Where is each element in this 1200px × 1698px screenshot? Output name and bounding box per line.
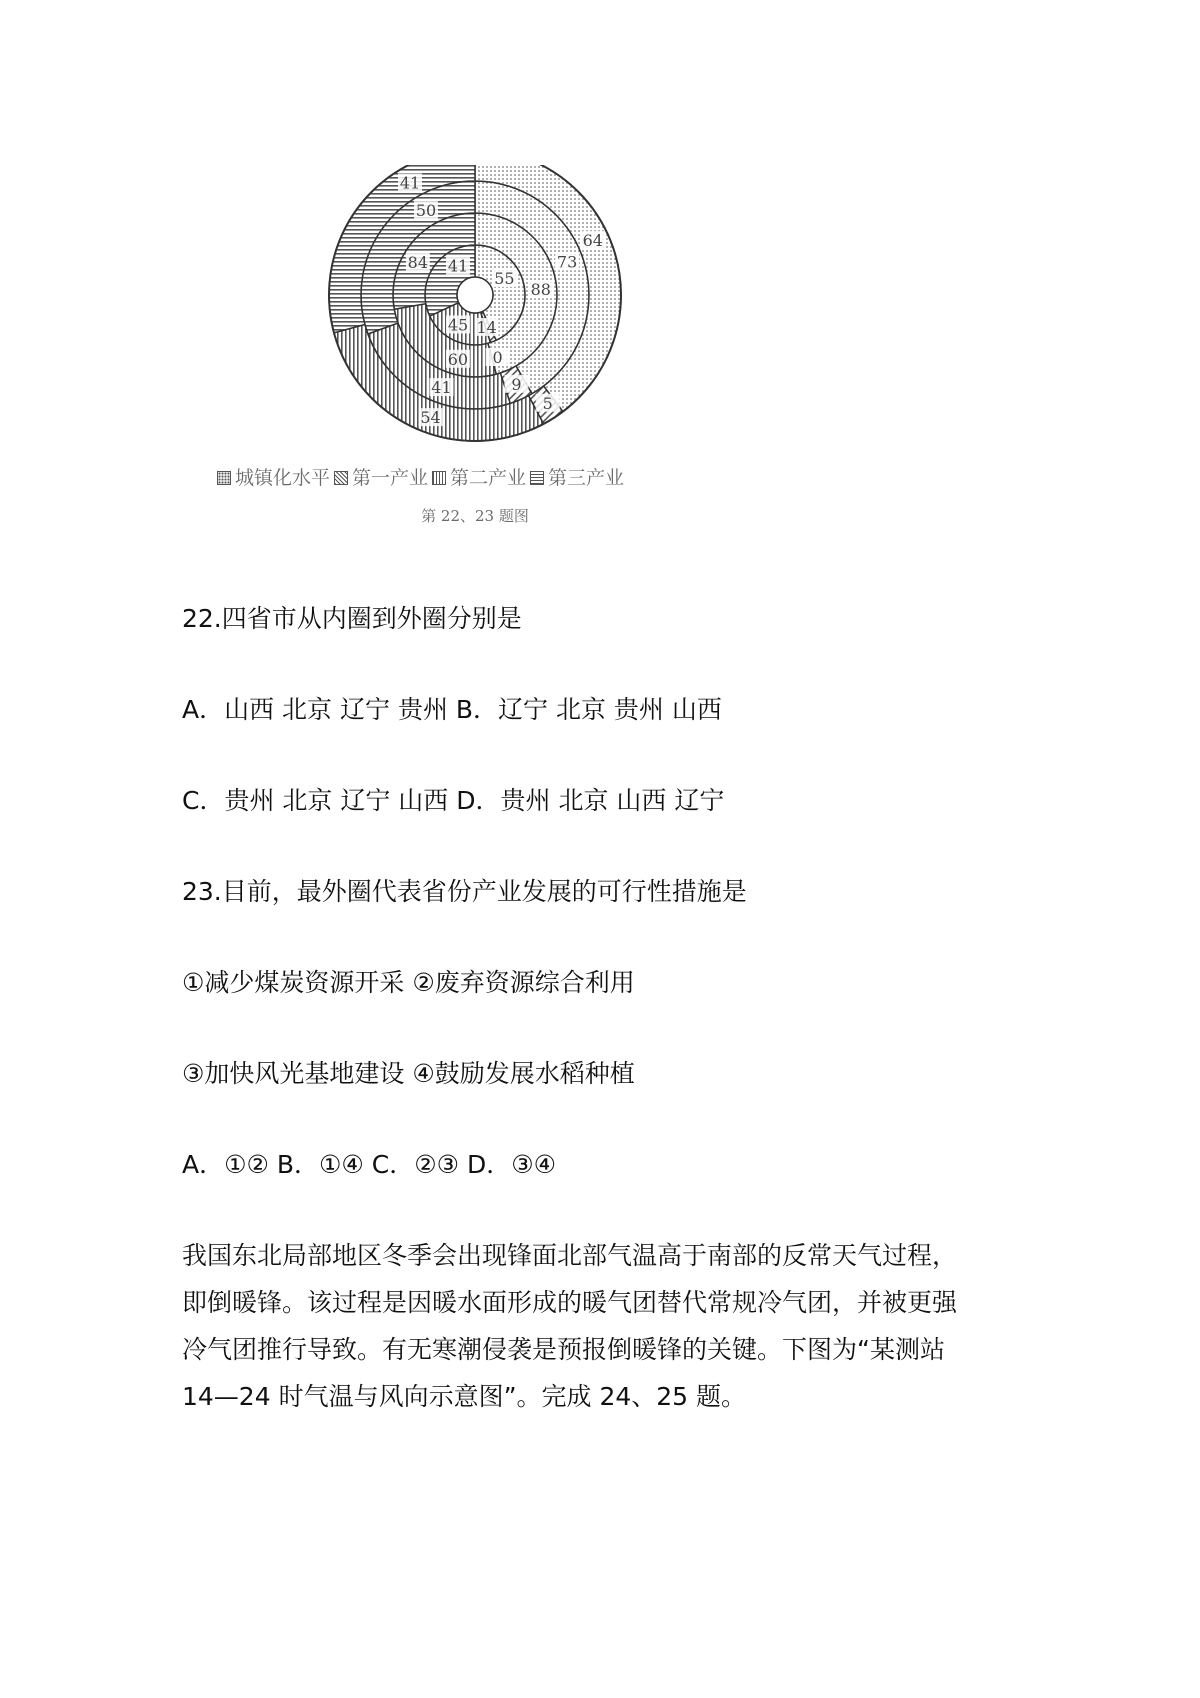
passage-line: 14—24 时气温与风向示意图”。完成 24、25 题。 — [182, 1382, 747, 1411]
question-23-measures-1-2: ①减少煤炭资源开采 ②废弃资源综合利用 — [182, 968, 635, 997]
passage-line: 冷气团推行导致。有无寒潮侵袭是预报倒暖锋的关键。下图为“某测站 — [182, 1335, 945, 1364]
ring-1-data-label: 41 — [447, 256, 469, 276]
question-23-measures-3-4: ③加快风光基地建设 ④鼓励发展水稻种植 — [182, 1059, 635, 1088]
legend-item-tertiary-industry: 第三产业 — [530, 463, 624, 490]
question-22-options-cd: C．贵州 北京 辽宁 山西 D．贵州 北京 山西 辽宁 — [182, 786, 725, 815]
ring-1-data-label: 55 — [494, 269, 515, 288]
ring-4-data-label: 5 — [542, 393, 553, 413]
passage-line: 即倒暖锋。该过程是因暖水面形成的暖气团替代常规冷气团，并被更强 — [182, 1288, 958, 1317]
nested-ring-chart-figure — [205, 165, 745, 540]
ring-4-data-label: 64 — [582, 231, 603, 251]
question-22-stem: 22.四省市从内圈到外圈分别是 — [182, 604, 522, 633]
ring-4-data-label: 41 — [399, 173, 421, 193]
legend-item-secondary-industry: 第二产业 — [432, 463, 526, 490]
ring-1-data-label: 45 — [447, 315, 469, 335]
legend-item-urbanization: 城镇化水平 — [217, 463, 330, 490]
horizontal-pattern-swatch — [530, 471, 544, 485]
vertical-pattern-swatch — [432, 471, 446, 485]
question-22-options-ab: A．山西 北京 辽宁 贵州 B．辽宁 北京 贵州 山西 — [182, 695, 722, 724]
ring-3-data-label: 50 — [415, 201, 437, 221]
legend-item-primary-industry: 第一产业 — [334, 463, 428, 490]
diagonal-pattern-swatch — [334, 471, 348, 485]
center-hole — [457, 277, 493, 313]
ring-2-data-label: 60 — [447, 349, 469, 369]
chart-legend — [217, 463, 737, 490]
nested-ring-chart — [205, 165, 745, 465]
ring-3-data-label: 41 — [431, 378, 452, 398]
passage-line: 我国东北局部地区冬季会出现锋面北部气温高于南部的反常天气过程， — [182, 1241, 958, 1270]
ring-4-data-label: 54 — [420, 408, 441, 428]
dotted-pattern-swatch — [217, 471, 231, 485]
figure-caption: 第 22、23 题图 — [421, 507, 529, 525]
ring-3-data-label: 73 — [556, 252, 578, 272]
ring-2-data-label: 88 — [530, 280, 551, 300]
ring-1-data-label: 14 — [476, 317, 497, 337]
question-23-stem: 23.目前，最外圈代表省份产业发展的可行性措施是 — [182, 877, 747, 906]
ring-2-data-label: 84 — [407, 253, 429, 272]
ring-3-data-label: 9 — [511, 374, 522, 394]
ring-2-data-label: 0 — [492, 348, 503, 368]
passage-24-25 — [182, 1232, 1032, 1420]
question-23-options: A．①② B．①④ C．②③ D．③④ — [182, 1150, 557, 1179]
